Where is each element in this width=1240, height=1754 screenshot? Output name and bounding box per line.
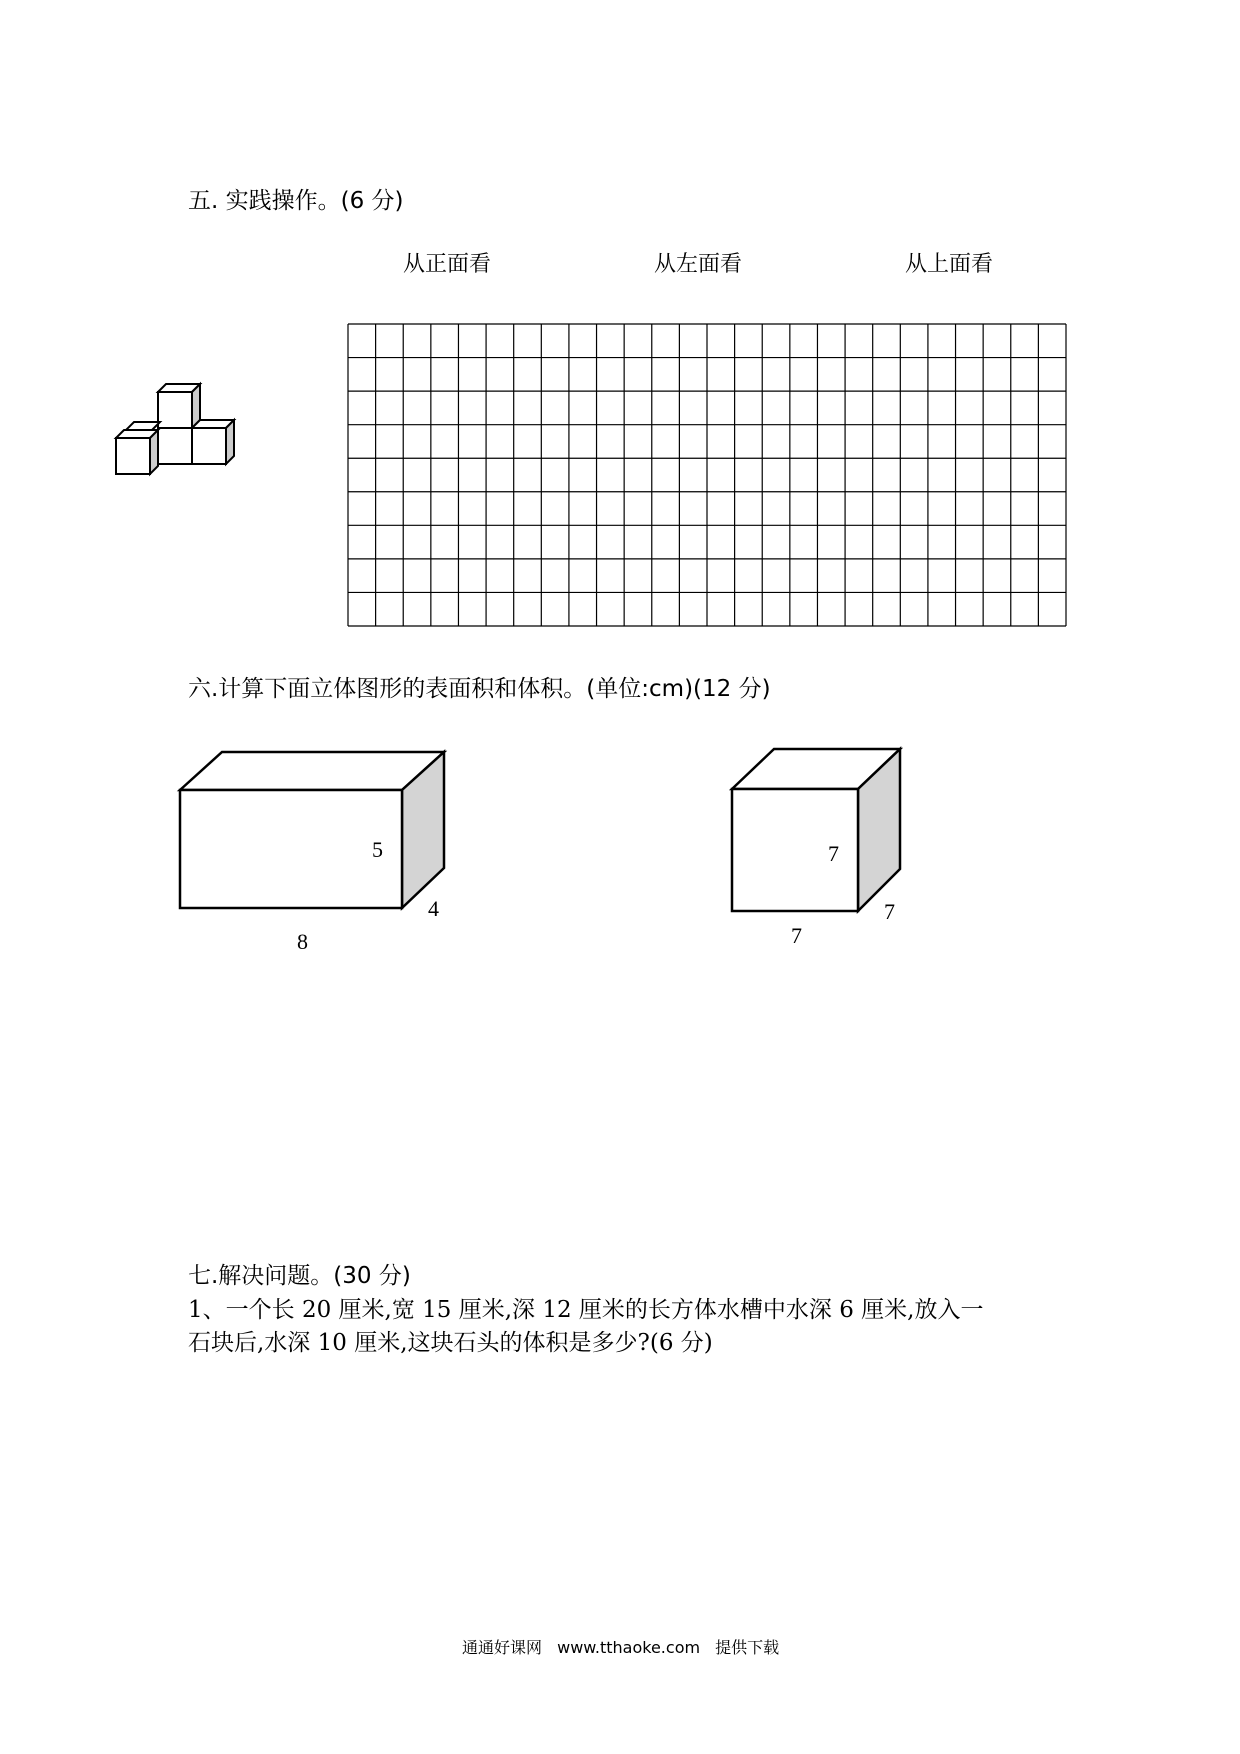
cube-length-label: 7 (791, 923, 802, 948)
question1-line2: 石块后,水深 10 厘米,这块石头的体积是多少?(6 分) (188, 1330, 713, 1356)
footer-url[interactable]: www.tthaoke.com (557, 1638, 701, 1657)
drawing-grid[interactable] (347, 323, 1067, 627)
cuboid-length-label: 8 (297, 929, 308, 954)
footer (462, 1635, 789, 1658)
view-label-left: 从左面看 (654, 252, 743, 277)
footer-site-name: 通通好课网 (462, 1638, 543, 1657)
section5-title: 五. 实践操作。(6 分) (188, 188, 404, 214)
cube-height-label: 7 (828, 841, 839, 866)
footer-download: 提供下载 (715, 1638, 780, 1657)
cube-width-label: 7 (884, 899, 895, 924)
cuboid-width-label: 4 (428, 896, 439, 921)
cuboid-height-label: 5 (372, 837, 383, 862)
cube-stack-figure (112, 380, 252, 490)
cube-figure (730, 745, 910, 925)
section6-title: 六.计算下面立体图形的表面积和体积。(单位:cm)(12 分) (188, 676, 771, 702)
view-label-top: 从上面看 (905, 252, 994, 277)
view-label-front: 从正面看 (403, 252, 492, 277)
section7-title: 七.解决问题。(30 分) (188, 1263, 411, 1289)
cuboid-figure (178, 748, 458, 928)
question1-line1: 1、一个长 20 厘米,宽 15 厘米,深 12 厘米的长方体水槽中水深 6 厘米,放入一 (188, 1297, 984, 1323)
